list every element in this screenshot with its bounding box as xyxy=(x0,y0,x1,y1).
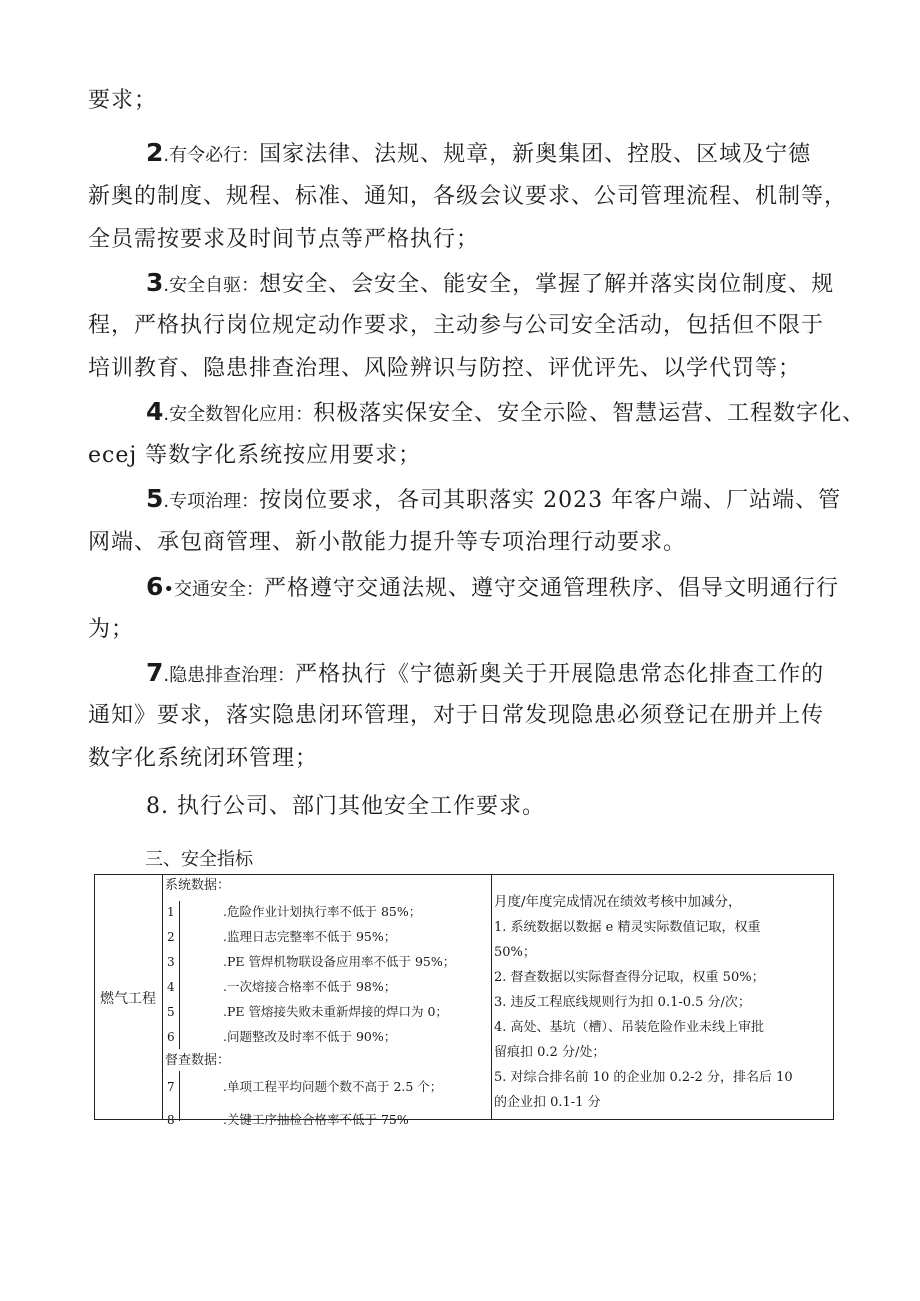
item-6-line-2: 为； xyxy=(88,617,135,642)
inspect-item-8-text: .关键工序抽检合格率不低于 75% xyxy=(223,1112,409,1127)
item-2-line-1 xyxy=(146,138,848,171)
item-6-title: •交通安全： xyxy=(163,579,265,600)
system-item-2-number: 2 xyxy=(167,930,175,944)
system-item-5-number: 5 xyxy=(167,1005,175,1019)
item-4-number: 4 xyxy=(146,397,164,426)
system-item-1-number: 1 xyxy=(167,905,175,919)
safety-indicator-table xyxy=(94,874,834,1127)
scoring-line-3: 2. 督查数据以实际督查得分记取，权重 50%； xyxy=(494,970,765,985)
scoring-heading: 月度/年度完成情况在绩效考核中加减分， xyxy=(494,894,742,910)
inspect-item-8-number: 8 xyxy=(167,1113,175,1127)
item-7-line-2: 通知》要求，落实隐患闭环管理，对于日常发现隐患必须登记在册并上传 xyxy=(88,703,825,728)
system-item-6-number: 6 xyxy=(167,1030,175,1044)
item-7-line-1 xyxy=(146,658,848,691)
item-3-text-1: 想安全、会安全、能安全，掌握了解并落实岗位制度、规 xyxy=(259,272,835,297)
system-item-2-text: .监理日志完整率不低于 95%； xyxy=(223,929,397,944)
item-5-number: 5 xyxy=(146,484,164,513)
item-4-line-1 xyxy=(146,397,866,430)
para-0-line-1: 要求； xyxy=(88,88,158,113)
item-7-number: 7 xyxy=(146,658,164,687)
item-5-line-1 xyxy=(146,484,848,517)
item-7-text-1: 严格执行《宁德新奥关于开展隐患常态化排查工作的 xyxy=(295,662,825,687)
inspect-data-label: 督查数据： xyxy=(165,1053,231,1068)
item-2-title: .有令必行： xyxy=(163,145,260,166)
item-4-title: .安全数智化应用： xyxy=(163,404,314,425)
scoring-cell xyxy=(492,875,835,1119)
scoring-line-2: 50%； xyxy=(494,945,536,960)
scoring-line-5: 4. 高处、基坑（槽）、吊装危险作业未线上审批 xyxy=(494,1020,765,1035)
item-2-line-3: 全员需按要求及时间节点等严格执行； xyxy=(88,227,480,252)
system-item-3-number: 3 xyxy=(167,955,175,969)
system-item-1-text: .危险作业计划执行率不低于 85%； xyxy=(223,904,422,919)
item-3-title: .安全自驱： xyxy=(163,275,260,296)
scoring-line-8: 的企业扣 0.1-1 分 xyxy=(494,1095,601,1110)
item-2-text-1: 国家法律、法规、规章，新奥集团、控股、区域及宁德 xyxy=(259,142,812,167)
system-data-label: 系统数据： xyxy=(165,878,231,893)
system-item-4-text: .一次熔接合格率不低于 98%； xyxy=(223,979,397,994)
system-item-5-text: .PE 管熔接失败未重新焊接的焊口为 0； xyxy=(223,1004,448,1019)
item-2-number: 2 xyxy=(146,138,164,167)
item-3-line-1 xyxy=(146,268,848,301)
item-6-number: 6 xyxy=(146,572,164,601)
item-5-text-1: 按岗位要求，各司其职落实 2023 年客户端、厂站端、管 xyxy=(259,488,842,513)
item-2-line-2: 新奥的制度、规程、标准、通知，各级会议要求、公司管理流程、机制等， xyxy=(88,184,848,209)
item-4-text-1: 积极落实保安全、安全示险、智慧运营、工程数字化、 xyxy=(313,401,866,426)
system-item-3-text: .PE 管焊机物联设备应用率不低于 95%； xyxy=(223,954,456,969)
item-3-line-2: 程，严格执行岗位规定动作要求，主动参与公司安全活动，包括但不限于 xyxy=(88,313,825,338)
item-4-line-2: ecej 等数字化系统按应用要求； xyxy=(88,443,422,468)
item-6-text-1: 严格遵守交通法规、遵守交通管理秩序、倡导文明通行行 xyxy=(264,576,840,601)
scoring-line-4: 3. 违反工程底线规则行为扣 0.1-0.5 分/次； xyxy=(494,995,751,1010)
inspect-number-divider xyxy=(179,1071,180,1121)
inspect-item-7-number: 7 xyxy=(167,1080,175,1094)
system-number-divider xyxy=(179,901,180,1049)
indicators-cell xyxy=(163,875,492,1127)
scoring-line-1: 1. 系统数据以数据 e 精灵实际数值记取，权重 xyxy=(494,920,761,935)
system-item-4-number: 4 xyxy=(167,980,175,994)
item-6-line-1 xyxy=(146,572,848,605)
item-5-title: .专项治理： xyxy=(163,491,260,512)
category-cell xyxy=(95,875,163,1119)
item-5-line-2: 网端、承包商管理、新小散能力提升等专项治理行动要求。 xyxy=(88,530,687,555)
inspect-item-7-text: .单项工程平均问题个数不高于 2.5 个； xyxy=(223,1079,443,1094)
item-8-line-1: 8. 执行公司、部门其他安全工作要求。 xyxy=(146,794,545,819)
scoring-line-7: 5. 对综合排名前 10 的企业加 0.2-2 分，排名后 10 xyxy=(494,1070,793,1085)
item-7-line-3: 数字化系统闭环管理； xyxy=(88,746,319,771)
item-3-line-3: 培训教育、隐患排查治理、风险辨识与防控、评优评先、以学代罚等； xyxy=(88,356,802,381)
system-item-6-text: .问题整改及时率不低于 90%； xyxy=(223,1029,397,1044)
item-7-title: .隐患排查治理： xyxy=(163,665,296,686)
scoring-line-6: 留痕扣 0.2 分/处； xyxy=(494,1045,606,1060)
category-label: 燃气工程 xyxy=(100,991,156,1007)
item-3-number: 3 xyxy=(146,268,164,297)
section-heading: 三、安全指标 xyxy=(145,849,253,870)
